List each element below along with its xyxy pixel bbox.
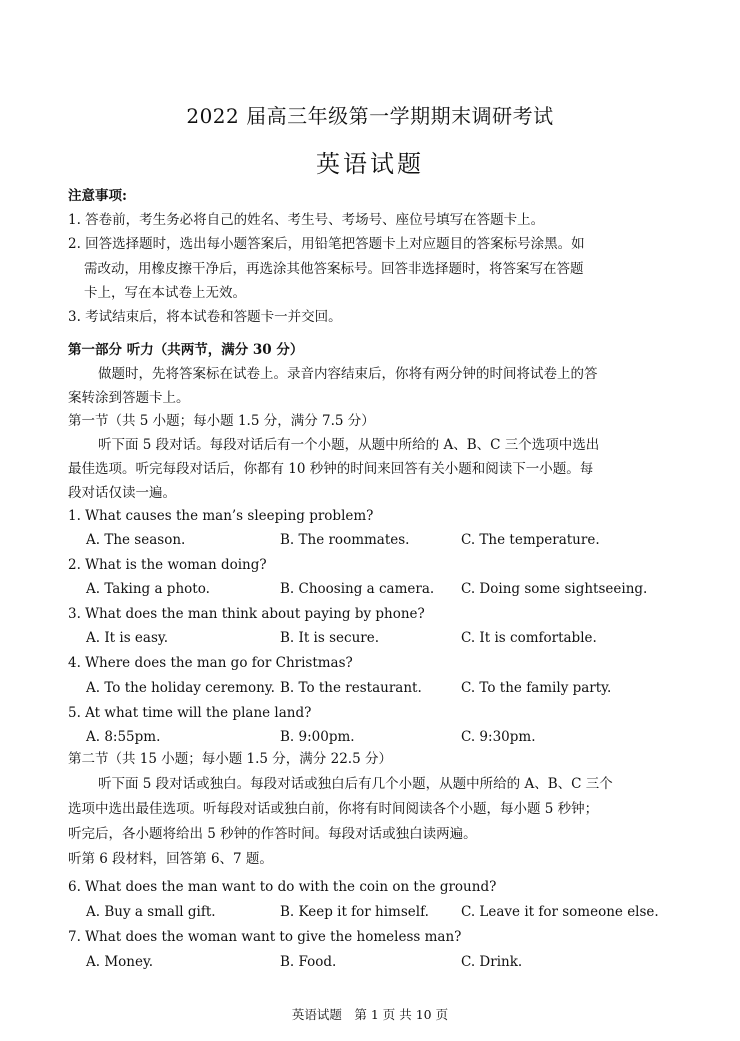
notice-item-2-line-1: 2. 回答选择题时，选出每小题答案后，用铅笔把答题卡上对应题目的答案标号涂黑。如: [68, 236, 585, 252]
section2-intro-line-3: 听完后，各小题将给出 5 秒钟的作答时间。每段对话或独白读两遍。: [68, 826, 477, 842]
question-5-option-b: B. 9:00pm.: [280, 729, 355, 745]
section1-intro-line-2: 最佳选项。听完每段对话后，你都有 10 秒钟的时间来回答有关小题和阅读下一小题。每: [68, 461, 594, 477]
part1-heading: 第一部分 听力（共两节，满分 30 分）: [68, 342, 304, 358]
question-6-option-a: A. Buy a small gift.: [86, 904, 216, 920]
page-footer: 英语试题 第 1 页 共 10 页: [291, 1007, 449, 1022]
question-3-option-a: A. It is easy.: [86, 630, 169, 646]
question-5: 5. At what time will the plane land?: [68, 705, 312, 721]
section1-intro-line-1: 听下面 5 段对话。每段对话后有一个小题，从题中所给的 A、B、C 三个选项中选出: [98, 437, 600, 453]
part1-intro-line-1: 做题时，先将答案标在试卷上。录音内容结束后，你将有两分钟的时间将试卷上的答: [98, 366, 598, 382]
question-4-option-b: B. To the restaurant.: [280, 680, 422, 696]
question-1-option-a: A. The season.: [86, 532, 186, 548]
question-7: 7. What does the woman want to give the homeless man?: [68, 929, 462, 945]
question-4-option-a: A. To the holiday ceremony.: [86, 680, 275, 696]
question-3-option-c: C. It is comfortable.: [461, 630, 597, 646]
question-2-option-a: A. Taking a photo.: [86, 581, 210, 597]
section2-intro-line-2: 选项中选出最佳选项。听每段对话或独白前，你将有时间阅读各个小题，每小题 5 秒钟；: [68, 801, 599, 817]
question-1-option-b: B. The roommates.: [280, 532, 410, 548]
notice-item-2-line-3: 卡上，写在本试卷上无效。: [84, 285, 246, 301]
question-5-option-a: A. 8:55pm.: [86, 729, 161, 745]
notice-item-2-line-2: 需改动，用橡皮擦干净后，再选涂其他答案标号。回答非选择题时，将答案写在答题: [84, 261, 584, 277]
question-2-option-b: B. Choosing a camera.: [280, 581, 435, 597]
exam-subtitle: 英语试题: [316, 150, 424, 178]
question-4: 4. Where does the man go for Christmas?: [68, 655, 353, 671]
question-4-option-c: C. To the family party.: [461, 680, 612, 696]
question-2: 2. What is the woman doing?: [68, 557, 267, 573]
question-5-option-c: C. 9:30pm.: [461, 729, 536, 745]
question-2-option-c: C. Doing some sightseeing.: [461, 581, 648, 597]
notice-heading: 注意事项:: [68, 188, 127, 204]
material-6-note: 听第 6 段材料，回答第 6、7 题。: [68, 851, 273, 867]
section1-intro-line-3: 段对话仅读一遍。: [68, 485, 176, 501]
question-6-option-c: C. Leave it for someone else.: [461, 904, 659, 920]
question-1: 1. What causes the man’s sleeping problem?: [68, 508, 374, 524]
question-7-option-b: B. Food.: [280, 954, 337, 970]
exam-title: 2022 届高三年级第一学期期末调研考试: [186, 104, 554, 128]
question-6-option-b: B. Keep it for himself.: [280, 904, 429, 920]
notice-item-1: 1. 答卷前，考生务必将自己的姓名、考生号、考场号、座位号填写在答题卡上。: [68, 212, 545, 228]
notice-item-3: 3. 考试结束后，将本试卷和答题卡一并交回。: [68, 309, 342, 325]
question-7-option-a: A. Money.: [86, 954, 154, 970]
question-1-option-c: C. The temperature.: [461, 532, 600, 548]
section2-heading: 第二节（共 15 小题；每小题 1.5 分，满分 22.5 分）: [68, 751, 392, 767]
part1-intro-line-2: 案转涂到答题卡上。: [68, 390, 190, 406]
question-6: 6. What does the man want to do with the coin on the ground?: [68, 879, 497, 895]
question-7-option-c: C. Drink.: [461, 954, 523, 970]
section2-intro-line-1: 听下面 5 段对话或独白。每段对话或独白后有几个小题，从题中所给的 A、B、C 三个: [98, 776, 613, 792]
question-3: 3. What does the man think about paying by phone?: [68, 606, 425, 622]
question-3-option-b: B. It is secure.: [280, 630, 379, 646]
section1-heading: 第一节（共 5 小题；每小题 1.5 分，满分 7.5 分）: [68, 413, 375, 429]
